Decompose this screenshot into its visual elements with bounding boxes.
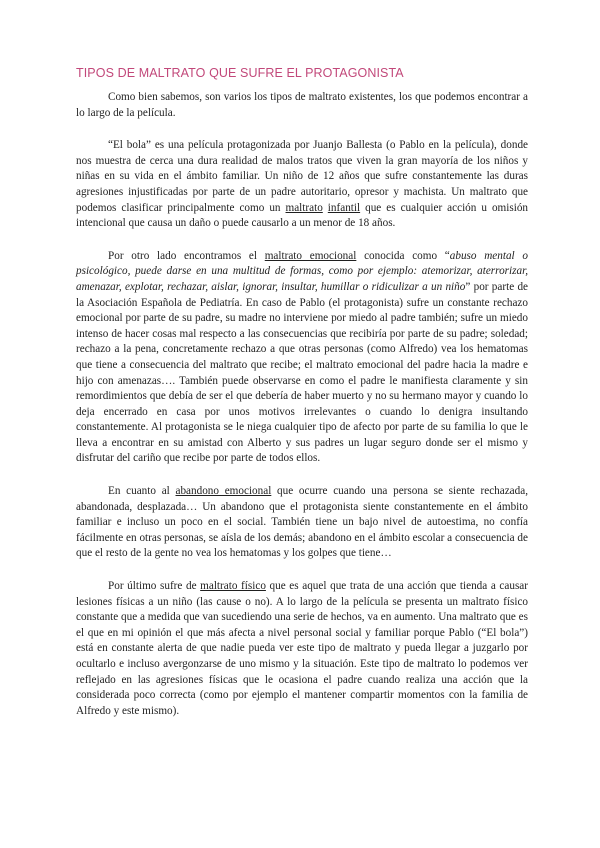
term-abandono-emocional: abandono emocional (175, 485, 272, 498)
term-maltrato: maltrato (285, 201, 323, 214)
page-title: TIPOS DE MALTRATO QUE SUFRE EL PROTAGONISTA (76, 66, 404, 80)
paragraph-el-bola (76, 138, 528, 232)
paragraph-intro-text: Como bien sabemos, son varios los tipos de maltrato existentes, los que podemos encontrar a lo largo de la película. (76, 91, 528, 119)
quote-definition: abuso mental o psicológico, puede darse en una multitud de formas, como por ejemplo: atemorizar, aterrorizar, amenazar, explotar, rechazar, aislar, ignorar, insultar, humillar o ridiculizar a un niño (76, 249, 528, 293)
paragraph-intro (76, 90, 528, 121)
paragraph-abandono-emocional (76, 484, 528, 562)
p2-text-c: que es cualquier acción u omisión intencional que causa un daño o puede causarlo a un menor de 18 años. (76, 201, 529, 230)
p4-text-b: que ocurre cuando una persona se siente rechazada, abandonada, desplazada… Un abandono que el protagonista siente constantemente en el ámbito familiar e incluso un poco en el social. También tiene un bajo nivel de autoestima, no confía fácilmente en otras personas, se aísla de los demás; abandono en el ámbito escolar a consecuencia de que el resto de la gente no vea los hematomas y los golpes que tiene… (76, 485, 529, 560)
p3-text-a: Por otro lado encontramos el (108, 249, 265, 262)
term-infantil: infantil (327, 201, 361, 214)
paragraph-maltrato-fisico (76, 579, 528, 719)
p3-text-c: ” por parte de la Asociación Española de Pediatría. En caso de Pablo (el protagonista) sufre un constante rechazo emocional por parte de su padre, su madre no interviene por miedo al padre también; sufre un miedo intenso de hacer cosas mal respecto a las consecuencias que recibiría por parte de su padre; soledad; rechazo a la pena, concretamente rechazo a que otras personas (como Alfredo) vea los hematomas que tiene a consecuencia del maltrato que recibe; el maltrato emocional del padre hacia la madre e hijo con amenazas…. También puede observarse en como el padre le manifiesta claramente y sin remordimientos que debía de ser el que debería de haber muerto y no su hermano mayor y cuando lo deja encerrado en casa por unos motivos irrelevantes o cuando lo denigra insultando constantemente. Al protagonista se le niega cualquier tipo de afecto por parte de su familia lo que le lleva a encontrar en su amistad con Alberto y sus padres un lugar seguro donde ser el mismo y disfrutar del cariño que recibe por parte de todos ellos. (76, 280, 528, 465)
p5-text-a: Por último sufre de (108, 580, 201, 593)
term-maltrato-fisico: maltrato físico (200, 580, 266, 593)
p4-text-a: En cuanto al (108, 485, 176, 498)
p5-text-b: que es aquel que trata de una acción que tienda a causar lesiones físicas a un niño (las cause o no). A lo largo de la película se presenta un maltrato físico constante que a medida que van sucediendo una serie de hechos, va en aumento. Una maltrato que es el que en mi opinión el que más afecta a nivel personal social y familiar porque Pablo (“El bola”) está en constante alerta de que nadie pueda ver este tipo de maltrato y pueda llegar a juzgarlo por ocultarlo e incluso avergonzarse de uno mismo y la situación. Este tipo de maltrato lo podemos ver reflejado en las agresiones físicas que le ocasiona el padre cuando realiza una acción que la considerada poco correcta (como por ejemplo el mantener compartir momentos con la familia de Alfredo y este mismo). (76, 580, 528, 717)
p2-text-a: “El bola” es una película protagonizada por Juanjo Ballesta (o Pablo en la película), donde nos muestra de cerca una dura realidad de malos tratos que viven la gran mayoría de los niños y niñas en su vida en el ámbito familiar. Un niño de 12 años que sufre constantemente las duras agresiones injustificadas por parte de un padre autoritario, opresor y machista. Un maltrato que podemos clasificar principalmente como un (76, 139, 528, 214)
p3-text-b: conocida como “ (356, 249, 450, 262)
term-maltrato-emocional: maltrato emocional (264, 249, 357, 262)
paragraph-maltrato-emocional (76, 249, 528, 467)
